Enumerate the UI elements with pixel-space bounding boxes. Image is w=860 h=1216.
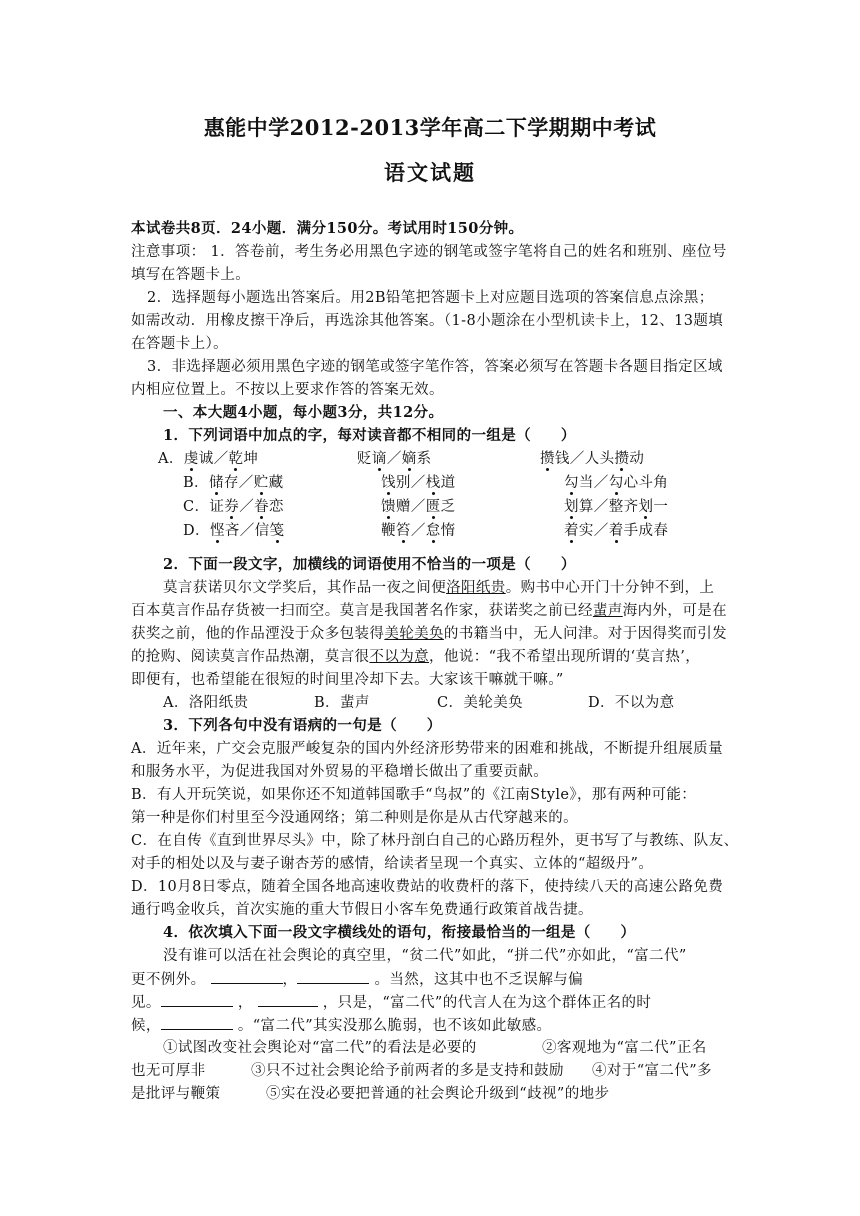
note-1a: 注意事项： 1．答卷前，考生务必用黑色字迹的钢笔或签字笔将自己的姓名和班别、座位号 (131, 244, 727, 260)
q4-choice-5: ⑤实在没必要把普通的社会舆论升级到“歧视”的地步 (266, 1086, 610, 1102)
question-3-stem: 3．下列各句中没有语病的一句是（ ） (163, 717, 442, 734)
passage-text: 百本莫言作品存货被一扫而空。莫言是我国著名作家，获诺奖之前已经 (131, 603, 593, 619)
word-rest: 坤 (243, 451, 259, 467)
q2-option-c: C．美轮美奂 (437, 695, 523, 711)
q3-option-d-line-1: D．10月8日零点，随着全国各地高速收费站的收费杆的落下，使持续八天的高速公路免费 (131, 879, 724, 895)
fill-blank[interactable] (258, 992, 318, 1007)
q1-option-c-col2 (381, 497, 456, 517)
q1-option-c-col3 (564, 497, 668, 517)
page-subtitle: 语文试题 (384, 160, 476, 185)
underlined-term: 蜚声 (592, 603, 623, 619)
underlined-term: 美轮美奂 (384, 626, 444, 642)
word-rest: 道 (440, 475, 456, 491)
dotted-char: 栈 (425, 475, 441, 491)
q1-option-b-col2 (381, 473, 456, 493)
q4-choice-2-cont: 也无可厚非 (131, 1063, 206, 1079)
word-rest: 诚／ (198, 451, 229, 467)
q4-choice-4-cont: 是批评与鞭策 (131, 1086, 221, 1102)
word-rest: ／ (239, 499, 255, 515)
dotted-char: 着 (608, 523, 624, 539)
dotted-char: 贮 (253, 475, 269, 491)
q1-option-c-col1 (183, 497, 284, 517)
word-rest: 乏 (440, 499, 456, 515)
fill-blank[interactable] (297, 969, 369, 984)
q4-passage-line-2 (131, 969, 583, 990)
passage-text: 候， (131, 1018, 161, 1034)
q3-option-a-line-1: A．近年来，广交会克服严峻复杂的国内外经济形势带来的困难和挑战，不断提升组展质量 (131, 741, 723, 757)
word-rest: 动 (629, 451, 645, 467)
q2-passage-line-1 (163, 578, 714, 598)
passage-text: ，他说：“我不希望出现所谓的‘莫言热’， (429, 649, 701, 665)
dotted-char: 馈 (381, 499, 396, 515)
passage-text: ， (237, 995, 253, 1011)
word-rest: 赠／ (395, 499, 426, 515)
dotted-char: 划 (564, 499, 579, 515)
q1-option-a-col3 (540, 449, 644, 469)
q1-option-a-col2 (357, 449, 432, 469)
word-rest: D． (183, 523, 210, 539)
passage-text: ，只是，“富二代”的代言人在为这个群体正名的时 (322, 995, 652, 1011)
dotted-char: 着 (564, 523, 579, 539)
fill-blank[interactable] (211, 969, 283, 984)
passage-text: 获奖之前，他的作品湮没于众多包装得 (131, 626, 385, 642)
page-title: 惠能中学2012-2013学年高二下学期期中考试 (203, 115, 657, 140)
dotted-char: 券 (224, 499, 240, 515)
fill-blank[interactable] (161, 1015, 233, 1030)
q4-passage-line-3 (131, 992, 651, 1013)
dotted-char: 乾 (228, 451, 244, 467)
fill-blank[interactable] (161, 992, 233, 1007)
dotted-char: 匮 (425, 499, 441, 515)
dotted-char: 笺 (269, 523, 285, 539)
dotted-char: 勾 (564, 475, 579, 491)
passage-text: 见。 (131, 995, 161, 1011)
q4-choice-2: ②客观地为“富二代”正名 (542, 1040, 707, 1056)
word-rest: 鞭 (381, 523, 396, 539)
q2-passage-line-3 (131, 624, 727, 644)
dotted-char: 虔 (183, 451, 199, 467)
word-rest: 吝／信 (224, 523, 270, 539)
dotted-char: 嫡 (401, 451, 417, 467)
dotted-char: 勾 (608, 475, 624, 491)
passage-text: 更不例外。 (131, 972, 206, 988)
word-rest: 恋 (269, 499, 284, 515)
q1-option-d-col1 (183, 521, 284, 541)
dotted-char: 怠 (425, 523, 441, 539)
passage-text: 莫言获诺贝尔文学奖后，其作品一夜之间便 (163, 580, 447, 596)
exam-summary: 本试卷共8页．24小题．满分150分。考试用时150分钟。 (131, 220, 524, 237)
question-2-stem: 2．下面一段文字，加横线的词语使用不恰当的一项是（ ） (163, 556, 576, 573)
dotted-char: 储 (208, 475, 224, 491)
q4-passage-line-1: 没有谁可以活在社会舆论的真空里，“贫二代”如此，“拼二代”亦如此，“富二代” (163, 948, 687, 964)
section-heading: 一、本大题4小题，每小题3分，共12分。 (163, 404, 444, 421)
q3-option-b-line-2: 第一种是你们村里至今没通网络；第二种则是你是从古代穿越来的。 (131, 810, 578, 826)
note-3b: 内相应位置上。不按以上要求作答的答案无效。 (131, 382, 444, 398)
word-rest: 惰 (440, 523, 456, 539)
dotted-char: 悭 (209, 523, 225, 539)
q4-passage-line-4 (131, 1015, 551, 1036)
word-rest: 算／整齐 (578, 499, 639, 515)
q3-option-c-line-2: 对手的相处以及与妻子谢杏芳的感情，给读者呈现一个真实、立体的“超级丹”。 (131, 856, 654, 872)
word-rest: 钱／人头 (554, 451, 615, 467)
question-1-stem: 1．下列词语中加点的字，每对读音都不相同的一组是（ ） (163, 427, 576, 444)
word-rest: B． (183, 475, 209, 491)
q1-option-a-col1 (158, 449, 258, 469)
q3-option-c-line-1: C．在自传《直到世界尽头》中，除了林丹剖白自己的心路历程外，更书写了与教练、队友、 (131, 833, 739, 849)
q4-choice-1: ①试图改变社会舆论对“富二代”的看法是必要的 (163, 1040, 477, 1056)
q1-option-d-col3 (564, 521, 668, 541)
note-2c: 在答题卡上）。 (131, 336, 229, 352)
word-rest: 一 (653, 499, 669, 515)
word-rest: C．证 (183, 499, 225, 515)
word-rest: 别／ (395, 475, 426, 491)
dotted-char: 谪 (371, 451, 387, 467)
word-rest: 系 (416, 451, 432, 467)
passage-text: 。购书中心开门十分钟不到，上 (505, 580, 715, 596)
note-1b: 填写在答题卡上。 (131, 267, 251, 283)
q1-option-d-col2 (381, 521, 456, 541)
q4-choice-4: ④对于“富二代”多 (592, 1063, 712, 1079)
note-2a: 2．选择题每小题选出答案后。用2B铅笔把答题卡上对应题目选项的答案信息点涂黑； (147, 290, 714, 306)
passage-text: 的抢购、阅读莫言作品热潮，莫言很 (131, 649, 370, 665)
q2-passage-line-2 (131, 601, 727, 621)
q1-option-b-col3 (564, 473, 668, 493)
passage-text: 。“富二代”其实没那么脆弱，也不该如此敏感。 (237, 1018, 552, 1034)
passage-text: 的书籍当中，无人问津。对于因得奖而引发 (443, 626, 728, 642)
q1-option-b-col1 (183, 473, 284, 493)
word-rest: 手成春 (623, 523, 669, 539)
dotted-char: 攒 (614, 451, 630, 467)
word-rest: 存／ (223, 475, 254, 491)
q3-option-d-line-2: 通行鸣金收兵，首次实施的重大节假日小客车免费通行政策首战告捷。 (131, 902, 593, 918)
dotted-char: A． (158, 451, 184, 467)
q2-option-b: B．蜚声 (314, 695, 370, 711)
dotted-char: 笞 (395, 523, 411, 539)
passage-text: 。当然，这其中也不乏误解与偏 (374, 972, 584, 988)
word-rest: ／ (410, 523, 426, 539)
word-rest: 心斗角 (623, 475, 669, 491)
word-rest: 当／ (578, 475, 609, 491)
passage-text: ， (282, 972, 298, 988)
dotted-char: 划 (638, 499, 654, 515)
underlined-term: 不以为意 (369, 649, 430, 665)
dotted-char: 攒 (540, 451, 555, 467)
q4-choice-3: ③只不过社会舆论给予前两者的多是支持和鼓励 (251, 1063, 564, 1079)
q3-option-b-line-1: B．有人开玩笑说，如果你还不知道韩国歌手“鸟叔”的《江南Style》，那有两种可能： (131, 787, 697, 803)
q3-option-a-line-2: 和服务水平，为促进我国对外贸易的平稳增长做出了重要贡献。 (131, 764, 549, 780)
underlined-term: 洛阳纸贵 (446, 580, 506, 596)
word-rest: 贬 (357, 451, 372, 467)
dotted-char: 眷 (254, 499, 270, 515)
note-2b: 如需改动．用橡皮擦干净后，再选涂其他答案。（1-8小题涂在小型机读卡上，12、13题填 (131, 313, 724, 329)
dotted-char: 饯 (381, 475, 396, 491)
q2-passage-line-5: 即便有，也希望能在很短的时间里冷却下去。大家该干嘛就干嘛。” (131, 672, 564, 688)
word-rest: ／ (386, 451, 402, 467)
q2-passage-line-4 (131, 647, 700, 667)
word-rest: 实／ (578, 523, 609, 539)
question-4-stem: 4．依次填入下面一段文字横线处的语句，衔接最恰当的一组是（ ） (163, 924, 636, 941)
note-3a: 3．非选择题必须用黑色字迹的钢笔或签字笔作答，答案必须写在答题卡各题目指定区域 (147, 359, 723, 375)
q2-option-d: D．不以为意 (588, 695, 675, 711)
word-rest: 藏 (268, 475, 284, 491)
passage-text: 海内外，可是在 (622, 603, 728, 619)
q2-option-a: A．洛阳纸贵 (163, 695, 249, 711)
